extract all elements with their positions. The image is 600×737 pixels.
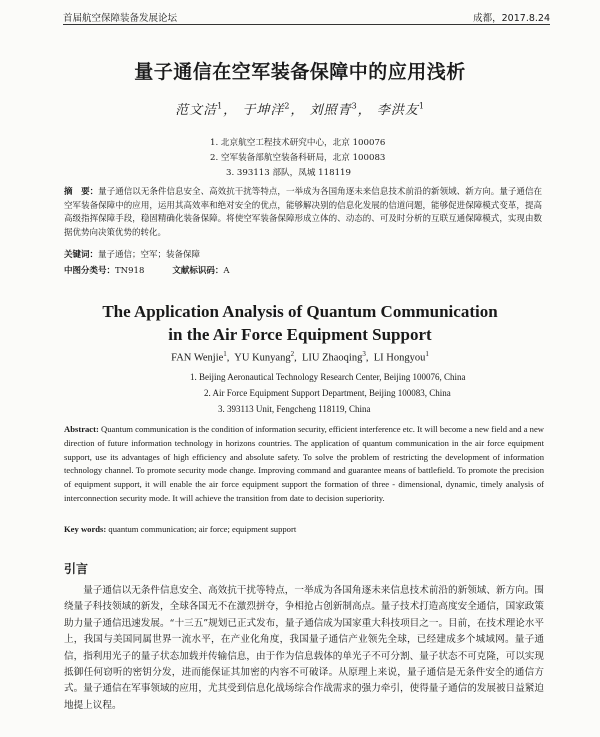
class-number-label: 中图分类号： bbox=[64, 266, 116, 276]
english-affiliation: 3. 393113 Unit, Fengcheng 118119, China bbox=[218, 404, 371, 414]
english-affiliation: 1. Beijing Aeronautical Technology Research Center, Beijing 100076, China bbox=[190, 372, 466, 382]
chinese-abstract bbox=[64, 186, 542, 241]
english-title-line: The Application Analysis of Quantum Communication bbox=[102, 302, 498, 321]
author-name: 李洪友 bbox=[376, 103, 419, 118]
chinese-authors: 范文洁$^1$， 于坤洋$^2$， 刘照青$^3$， 李洪友$^1$ bbox=[175, 101, 425, 118]
section-heading-introduction: 引言 bbox=[64, 562, 89, 576]
document-code-label: 文献标识码： bbox=[172, 266, 224, 276]
author-name: 于坤洋 bbox=[242, 103, 285, 118]
abstract-label: 摘 要： bbox=[64, 187, 99, 197]
english-title-line: in the Air Force Equipment Support bbox=[168, 325, 432, 344]
chinese-title: 量子通信在空军装备保障中的应用浅析 bbox=[134, 61, 466, 83]
author-name: YU Kunyang bbox=[234, 352, 291, 364]
keywords-label: Key words: bbox=[64, 524, 107, 534]
author-sup: 1 bbox=[418, 101, 425, 111]
introduction-paragraph: 量子通信以无条件信息安全、高效抗干扰等特点，一举成为各国角逐未来信息技术前沿的新领域、新方向。围绕量子科技领域的新发，全球各国无不在激烈拼夺，争相抢占创新制高点。量子技术打造高度安全通信，国家政策助力量子通信迅速发展。“十三五”规划已正式发布，量子通信成为国家重大科技项目之一。目前，在技术理论水平上，我国与美国同属世界一流水平，在产业化角度，我国量子通信产业领先全球，已经建成多个城域网。量子通信，指利用光子的量子状态加载并传输信息，由于作为信息载体的单光子不可分割、量子状态不可克隆，可以实现抵御任何窃听的密钥分发，进而能保证其加密的内容不可破译。从原理上来说，量子通信是无条件安全的通信方式。量子通信在军事领域的应用，尤其受到信息化战场综合作战需求的强力牵引，使得量子通信的发展被日益紧迫地提上议程。 bbox=[64, 585, 544, 711]
english-title bbox=[0, 300, 600, 346]
keywords-text: 量子通信；空军；装备保障 bbox=[98, 250, 201, 260]
chinese-affiliation: 3. 393113 部队，凤城 118119 bbox=[226, 168, 351, 178]
keywords-label: 关键词： bbox=[64, 250, 99, 260]
english-keywords bbox=[64, 524, 296, 534]
author-sup: 2 bbox=[284, 101, 291, 111]
author-sup: 2 bbox=[290, 350, 295, 358]
chinese-affiliation: 1. 北京航空工程技术研究中心，北京 100076 bbox=[210, 138, 386, 148]
author-sup: 3 bbox=[351, 101, 358, 111]
author-sup: 1 bbox=[425, 350, 429, 358]
english-affiliation: 2. Air Force Equipment Support Department, Beijing 100083, China bbox=[204, 388, 451, 398]
conference-name: 首届航空保障装备发展论坛 bbox=[63, 13, 178, 24]
classification-line bbox=[64, 264, 230, 276]
chinese-affiliation: 2. 空军装备部航空装备科研局，北京 100083 bbox=[210, 153, 386, 163]
conference-place-date: 成都，2017.8.24 bbox=[473, 13, 550, 24]
english-abstract bbox=[64, 423, 544, 506]
author-sup: 1 bbox=[217, 101, 224, 111]
running-head bbox=[63, 7, 550, 25]
abstract-text: 量子通信以无条件信息安全、高效抗干扰等特点，一举成为各国角逐未来信息技术前沿的新领域、新方向。量子通信在空军装备保障中的应用，运用其高效率和绝对安全的优点，能够解决别的信息化发展的信道问题，能够促进保障模式变革，提高高级指挥保障手段，稳固精确化装备保障。将使空军装备保障形成立体的、动态的、可及时分析的互联互通保障模式，实现由数据优势向决策优势的转化。 bbox=[64, 187, 542, 239]
author-sup: 3 bbox=[362, 350, 366, 358]
abstract-text: Quantum communication is the condition of information security, efficient interference etc. It will become a new field and a new direction of future information technology in horizons countries. The application of quantum communication in the air force equipment support, use its advantages of high efficiency and absolute safety. To solve the problem of restricting the development of information technology channel. To promote security mode change. Improving command and guarantee means of battlefield. To promote the precision of equipment support, it will enable the air force equipment support the formation of three - dimensional, dynamic, timely analysis of interconnection security mode. It will achieve the transition from date to decision superiority. bbox=[64, 424, 544, 503]
abstract-label: Abstract: bbox=[64, 424, 99, 434]
english-authors: FAN Wenjie$^1$, YU Kunyang$^2$, LIU Zhaoqing$^3$, LI Hongyou$^1$ bbox=[171, 350, 429, 364]
class-number-value: TN918 bbox=[115, 266, 145, 276]
author-sup: 1 bbox=[223, 350, 227, 358]
author-name: LIU Zhaoqing bbox=[301, 352, 363, 364]
keywords-text: quantum communication; air force; equipment support bbox=[108, 524, 297, 534]
chinese-keywords bbox=[64, 248, 200, 260]
document-code-value: A bbox=[223, 266, 230, 276]
author-name: 刘照青 bbox=[309, 103, 352, 118]
author-name: 范文洁 bbox=[175, 103, 218, 118]
author-name: FAN Wenjie bbox=[171, 352, 224, 364]
author-name: LI Hongyou bbox=[373, 352, 426, 364]
